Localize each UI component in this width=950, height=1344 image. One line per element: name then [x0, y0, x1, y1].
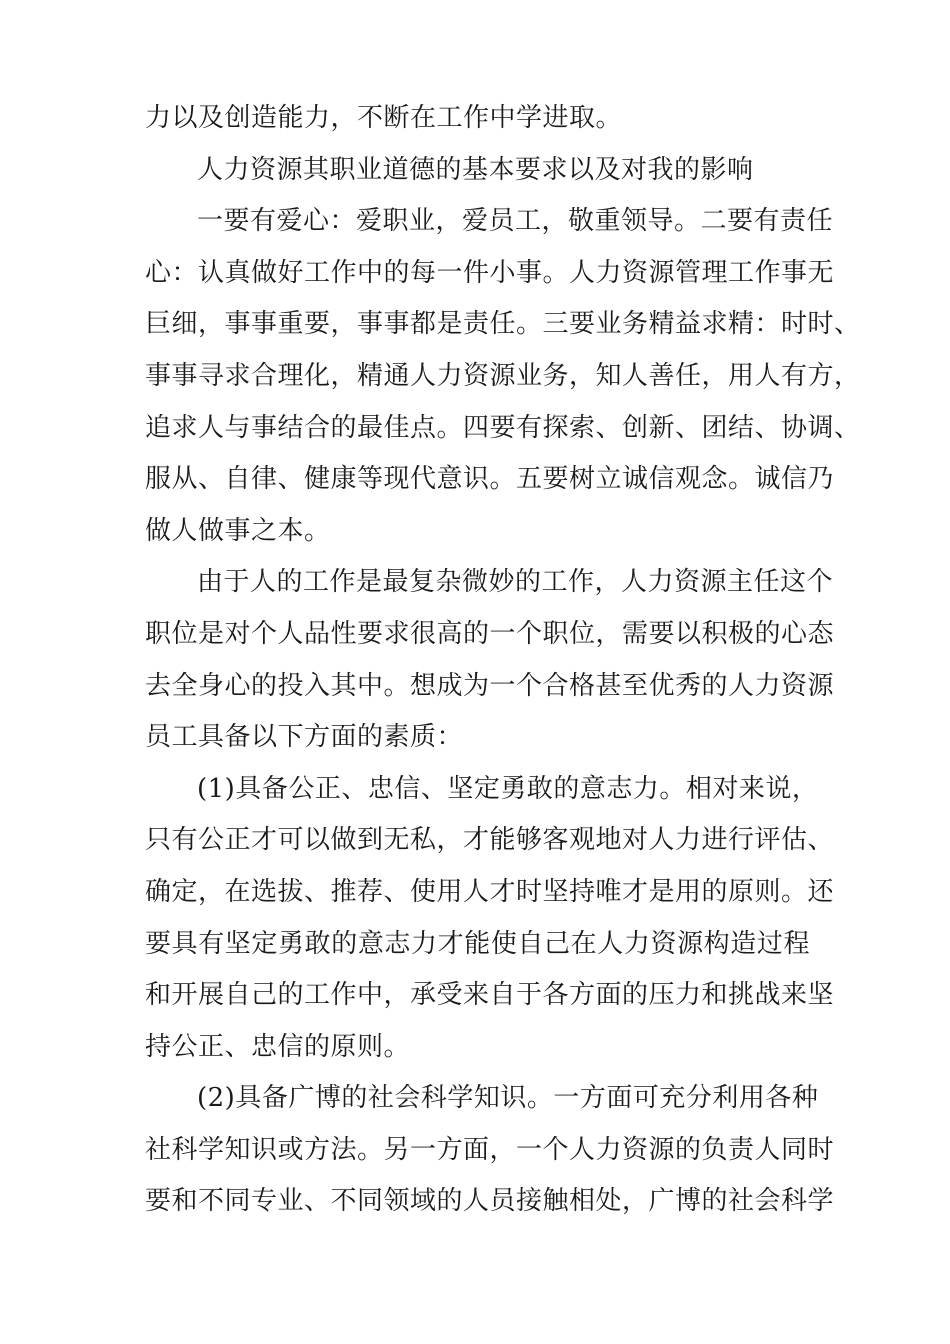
document-body	[145, 93, 861, 1228]
text-line: 要具有坚定勇敢的意志力才能使自己在人力资源构造过程	[145, 928, 810, 959]
text-line: (1)具备公正、忠信、坚定勇敢的意志力。相对来说，	[197, 773, 819, 804]
text-line: 去全身心的投入其中。想成为一个合格甚至优秀的人力资源	[145, 670, 835, 701]
text-line: 持公正、忠信的原则。	[145, 1031, 411, 1062]
text-line: 巨细，事事重要，事事都是责任。三要业务精益求精：时时、	[145, 309, 861, 340]
text-line: 心：认真做好工作中的每一件小事。人力资源管理工作事无	[145, 257, 835, 288]
text-line: 做人做事之本。	[145, 515, 331, 546]
text-line: 服从、自律、健康等现代意识。五要树立诚信观念。诚信乃	[145, 464, 835, 495]
text-line: 确定，在选拔、推荐、使用人才时坚持唯才是用的原则。还	[145, 876, 835, 907]
text-line: 要和不同专业、不同领域的人员接触相处，广博的社会科学	[145, 1186, 835, 1217]
text-line: 追求人与事结合的最佳点。四要有探索、创新、团结、协调、	[145, 412, 861, 443]
text-line: 只有公正才可以做到无私，才能够客观地对人力进行评估、	[145, 825, 835, 856]
section-heading: 人力资源其职业道德的基本要求以及对我的影响	[197, 154, 754, 185]
text-line: 力以及创造能力，不断在工作中学进取。	[145, 103, 623, 133]
text-line: 事事寻求合理化，精通人力资源业务，知人善任，用人有方，	[145, 360, 861, 391]
text-line: (2)具备广博的社会科学知识。一方面可充分利用各种	[197, 1083, 819, 1114]
text-line: 职位是对个人品性要求很高的一个职位，需要以积极的心态	[145, 618, 835, 649]
text-line: 和开展自己的工作中，承受来自于各方面的压力和挑战来坚	[145, 980, 835, 1011]
text-line: 由于人的工作是最复杂微妙的工作，人力资源主任这个	[197, 567, 834, 598]
text-line: 社科学知识或方法。另一方面，一个人力资源的负责人同时	[145, 1134, 835, 1165]
text-line: 员工具备以下方面的素质：	[145, 722, 464, 753]
text-line: 一要有爱心：爱职业，爱员工，敬重领导。二要有责任	[197, 206, 834, 237]
